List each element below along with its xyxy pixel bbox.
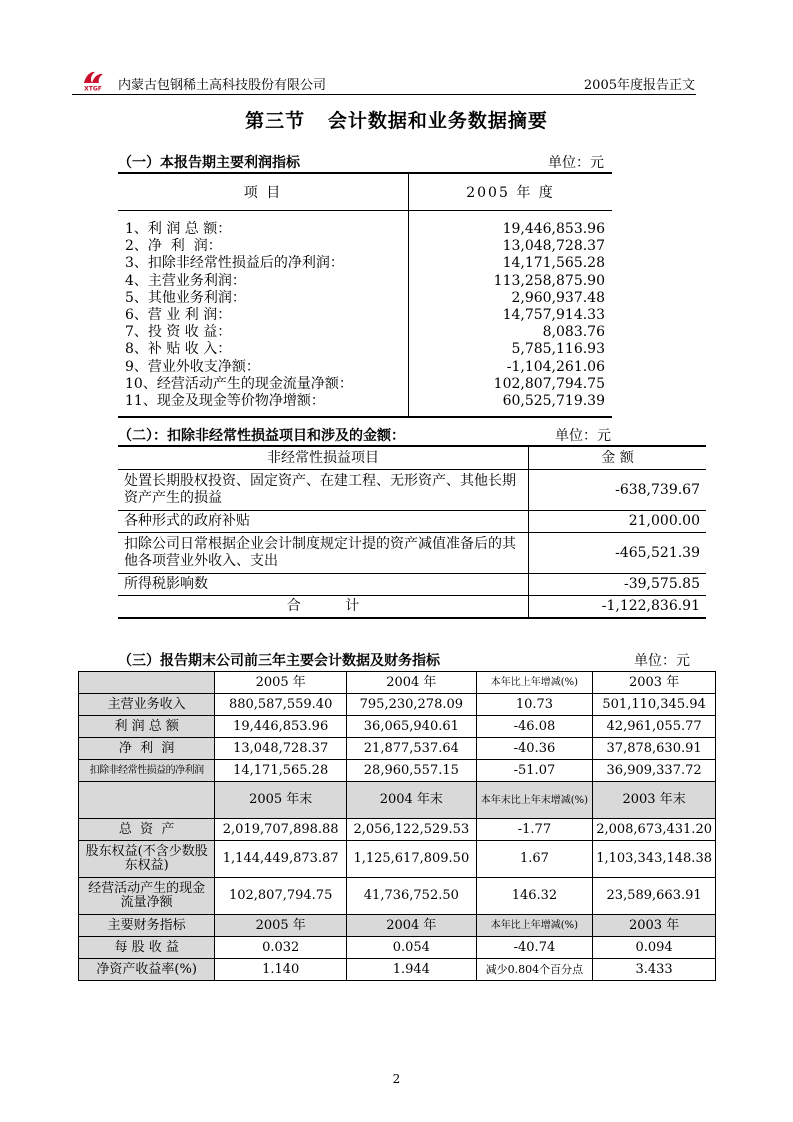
indicator-value: 13,048,728.37 (502, 238, 605, 255)
row-label: 利 润 总 额 (79, 716, 215, 738)
total-value: -1,122,836.91 (529, 596, 707, 619)
cell: 102,807,794.75 (215, 878, 347, 915)
indicator-value: 113,258,875.90 (493, 272, 605, 289)
cell: 1.944 (346, 959, 476, 981)
indicator-label: 10、经营活动产生的现金流量净额： (125, 375, 353, 392)
indicator-value: 102,807,794.75 (493, 375, 605, 392)
indicator-label: 7、投 资 收 益： (125, 324, 232, 341)
cell: -46.08 (476, 716, 593, 738)
indicator-label: 8、补 贴 收 入： (125, 341, 232, 358)
indicator-label: 3、扣除非经常性损益后的净利润： (125, 255, 344, 272)
cell: 10.73 (476, 694, 593, 716)
indicator-label: 4、主营业务利润： (125, 272, 246, 289)
cell: 0.032 (215, 937, 347, 959)
cell: 41,736,752.50 (346, 878, 476, 915)
col-header: 2004 年末 (346, 782, 476, 819)
section1-title: （一）本报告期主要利润指标 (118, 155, 300, 171)
col-header: 2003 年末 (593, 782, 716, 819)
indicator-label: 9、营业外收支净额： (125, 358, 260, 375)
col-item-header: 项 目 (118, 173, 409, 211)
row-label: 每 股 收 益 (79, 937, 215, 959)
row-label: 扣除非经常性损益的净利润 (79, 760, 215, 782)
row-label: 净资产收益率(%) (79, 959, 215, 981)
col-year-header: 2005 年 度 (409, 173, 613, 211)
corner-cell (79, 672, 215, 694)
label-column (118, 211, 409, 418)
col-header: 2005 年 (215, 672, 347, 694)
page-number: 2 (392, 1072, 401, 1086)
indicator-value: 14,171,565.28 (502, 255, 605, 272)
item-value: -39,575.85 (529, 574, 707, 596)
indicator-label: 2、净 利 润： (125, 238, 222, 255)
item-label: 处置长期股权投资、固定资产、在建工程、无形资产、其他长期资产产生的损益 (118, 470, 529, 511)
indicator-value: 19,446,853.96 (502, 221, 605, 237)
cell: 146.32 (476, 878, 593, 915)
col-header: 本年末比上年末增减(%) (476, 782, 593, 819)
indicator-value: 2,960,937.48 (511, 289, 605, 306)
total-label: 合 计 (118, 596, 529, 619)
value-column (409, 211, 613, 418)
cell: 28,960,557.15 (346, 760, 476, 782)
row-label: 经营活动产生的现金流量净额 (79, 878, 215, 915)
cell: 1,144,449,873.87 (215, 841, 347, 878)
header-divider (72, 94, 696, 95)
item-label: 各种形式的政府补贴 (118, 511, 529, 533)
cell: -1.77 (476, 819, 593, 841)
item-value: -638,739.67 (529, 470, 707, 511)
indicator-value: 8,083.76 (542, 324, 605, 341)
cell: 减少0.804个百分点 (476, 959, 593, 981)
indicator-label: 5、其他业务利润： (125, 289, 246, 306)
cell: 501,110,345.94 (593, 694, 716, 716)
indicator-value: 5,785,116.93 (511, 341, 605, 358)
company-name: 内蒙古包钢稀土高科技股份有限公司 (118, 78, 327, 93)
cell: 21,877,537.64 (346, 738, 476, 760)
cell: 19,446,853.96 (215, 716, 347, 738)
row-label: 主要财务指标 (79, 915, 215, 937)
col-header: 2003 年 (593, 672, 716, 694)
company-logo (78, 68, 108, 92)
indicator-label: 6、营 业 利 润： (125, 306, 232, 323)
cell: 37,878,630.91 (593, 738, 716, 760)
cell: -40.74 (476, 937, 593, 959)
section2-title: （二）：扣除非经常性损益项目和涉及的金额： (118, 428, 405, 444)
section3-unit: 单位：元 (634, 653, 690, 669)
cell: 795,230,278.09 (346, 694, 476, 716)
col-header: 2005 年末 (215, 782, 347, 819)
cell: 1,125,617,809.50 (346, 841, 476, 878)
item-value: 21,000.00 (529, 511, 707, 533)
cell: 23,589,663.91 (593, 878, 716, 915)
col-header: 本年比上年增减(%) (476, 672, 593, 694)
item-value: -465,521.39 (529, 533, 707, 574)
section2-unit: 单位：元 (555, 428, 611, 444)
section3-title: （三）报告期末公司前三年主要会计数据及财务指标 (118, 653, 440, 669)
row-label: 主营业务收入 (79, 694, 215, 716)
cell: 13,048,728.37 (215, 738, 347, 760)
cell: 36,909,337.72 (593, 760, 716, 782)
cell: -51.07 (476, 760, 593, 782)
report-name: 2005年度报告正文 (583, 78, 695, 93)
page-title: 第三节 会计数据和业务数据摘要 (245, 110, 548, 132)
three-year-data-table (78, 671, 716, 981)
corner-cell (79, 782, 215, 819)
cell: 3.433 (593, 959, 716, 981)
logo-text: XTGF (84, 85, 102, 92)
cell: 0.054 (346, 937, 476, 959)
col-item-header: 非经常性损益项目 (118, 446, 529, 470)
cell: 1.67 (476, 841, 593, 878)
col-header: 2004 年 (346, 915, 476, 937)
indicator-value: 60,525,719.39 (502, 392, 605, 409)
section1-unit: 单位：元 (548, 155, 604, 171)
col-header: 2005 年 (215, 915, 347, 937)
cell: 2,008,673,431.20 (593, 819, 716, 841)
row-label: 股东权益(不含少数股东权益) (79, 841, 215, 878)
item-label: 所得税影响数 (118, 574, 529, 596)
cell: 2,019,707,898.88 (215, 819, 347, 841)
cell: 1,103,343,148.38 (593, 841, 716, 878)
row-label: 总 资 产 (79, 819, 215, 841)
cell: 0.094 (593, 937, 716, 959)
profit-indicators-table (118, 172, 612, 418)
col-header: 2004 年 (346, 672, 476, 694)
indicator-value: 14,757,914.33 (502, 306, 605, 323)
cell: -40.36 (476, 738, 593, 760)
indicator-label: 1、利 润 总 额： (125, 221, 232, 237)
non-recurring-items-table (118, 445, 706, 619)
cell: 14,171,565.28 (215, 760, 347, 782)
col-header: 2003 年 (593, 915, 716, 937)
col-header: 本年比上年增减(%) (476, 915, 593, 937)
row-label: 净 利 润 (79, 738, 215, 760)
indicator-value: -1,104,261.06 (506, 358, 605, 375)
cell: 36,065,940.61 (346, 716, 476, 738)
cell: 1.140 (215, 959, 347, 981)
cell: 2,056,122,529.53 (346, 819, 476, 841)
indicator-label: 11、现金及现金等价物净增额： (125, 392, 325, 409)
cell: 42,961,055.77 (593, 716, 716, 738)
col-amount-header: 金 额 (529, 446, 707, 470)
item-label: 扣除公司日常根据企业会计制度规定计提的资产减值准备后的其他各项营业外收入、支出 (118, 533, 529, 574)
cell: 880,587,559.40 (215, 694, 347, 716)
